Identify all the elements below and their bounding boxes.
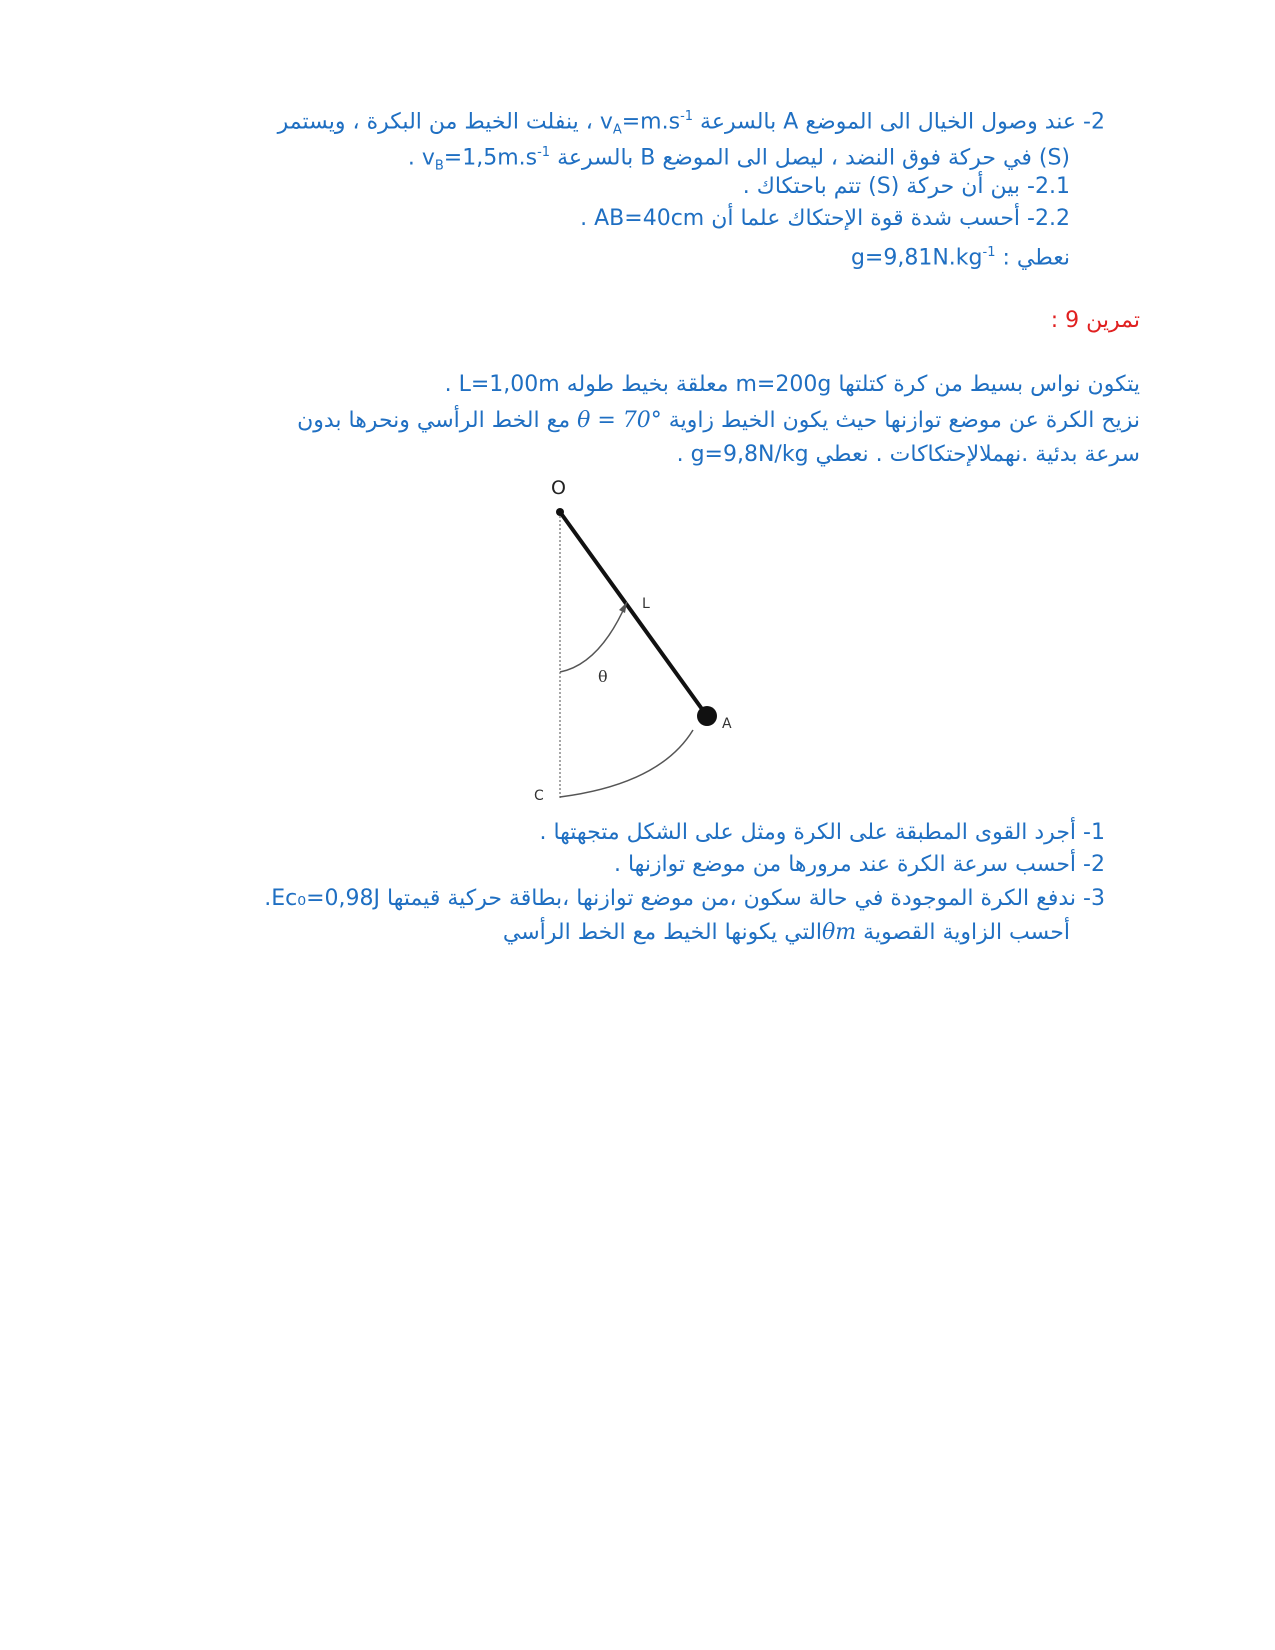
pendulum-diagram <box>534 477 760 846</box>
intro2-text-a: نزيح الكرة عن موضع توازنها حيث يكون الخيط زاوية <box>668 408 1140 433</box>
question-3-line2 <box>503 918 1070 948</box>
q21-line <box>743 172 1070 202</box>
q2-number: 2- <box>1083 109 1105 135</box>
label-L: L <box>642 596 650 612</box>
question-1: 1- أجرد القوى المطبقة على الكرة ومثل على الشكل متجهتها . <box>539 820 1105 845</box>
q22-number: 2.2- <box>1027 206 1070 231</box>
exercise-intro-line3: سرعة بدئية .نهملالإحتكاكات . نعطي g=9,8N/kg . <box>676 442 1140 467</box>
given-label: نعطي : <box>1002 245 1070 271</box>
exercise-intro-line1: يتكون نواس بسيط من كرة كتلتها m=200g معلقة بخيط طوله L=1,00m . <box>444 372 1140 397</box>
given-value: $g=9,81N.kg^{-1}$ <box>850 245 996 271</box>
pendulum-figure <box>534 477 760 846</box>
exercise-intro-line2 <box>297 406 1140 436</box>
theta-expression: θ = 70° <box>577 408 662 433</box>
given-line <box>851 238 1070 273</box>
label-C: C <box>534 788 544 804</box>
pendulum-string <box>560 512 707 716</box>
angle-arc <box>560 602 627 672</box>
label-theta: θ <box>598 667 608 686</box>
q2-velocity-a: $v_A=m.s^{-1}$ <box>599 109 694 138</box>
label-A: A <box>722 716 732 732</box>
q2-text-b: ، ينفلت الخيط من البكرة ، ويستمر <box>277 109 593 135</box>
q2-line2-end: . <box>407 145 415 171</box>
q2-text-a: عند وصول الخيال الى الموضع A بالسرعة <box>700 109 1077 135</box>
pendulum-ball <box>697 706 717 726</box>
q21-text: بين أن حركة (S) تتم باحتكاك . <box>742 174 1021 199</box>
q3-line2-a: أحسب الزاوية القصوية <box>863 920 1070 945</box>
q2-velocity-b: $v_B=1,5m.s^{-1}$ <box>421 145 551 174</box>
q22-text: أحسب شدة قوة الإحتكاك علما أن AB=40cm . <box>580 206 1021 231</box>
q3-line2-b: التي يكونها الخيط مع الخط الرأسي <box>502 920 823 945</box>
trajectory-arc <box>560 730 693 797</box>
question-3: 3- ندفع الكرة الموجودة في حالة سكون ،من موضع توازنها ،بطاقة حركية قيمتها Ec₀=0,98J. <box>264 886 1105 911</box>
q21-number: 2.1- <box>1027 174 1070 199</box>
label-O: O <box>551 477 566 499</box>
question-2: 2- أحسب سرعة الكرة عند مرورها من موضع توازنها . <box>613 852 1105 877</box>
q2-line2-text: (S) في حركة فوق النضد ، ليصل الى الموضع B بالسرعة <box>557 145 1070 171</box>
pivot-point <box>556 508 564 516</box>
theta-max: θm <box>822 920 857 945</box>
q22-line <box>580 204 1070 234</box>
exercise-title: تمرين 9 : <box>1050 308 1140 333</box>
intro2-text-b: مع الخط الرأسي ونحرها بدون <box>297 408 571 433</box>
angle-arc-arrow <box>619 602 627 613</box>
